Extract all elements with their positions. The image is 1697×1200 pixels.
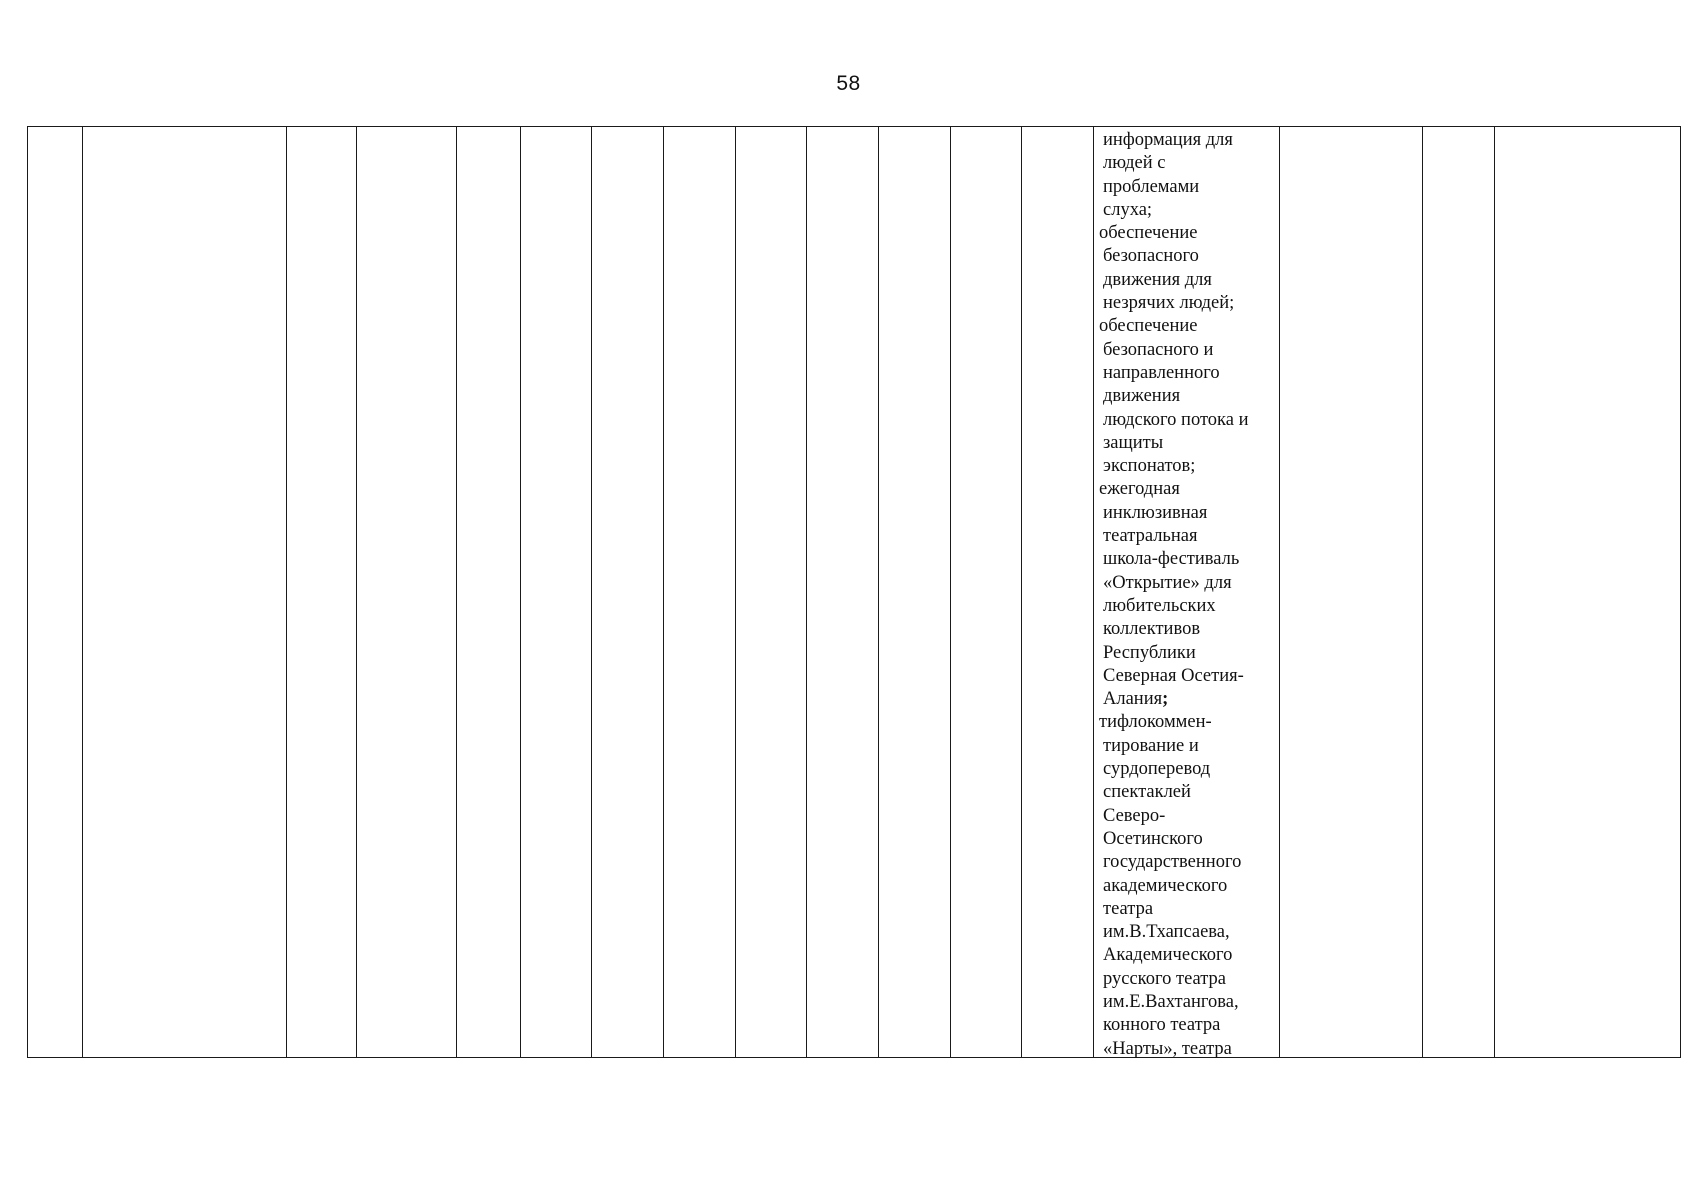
cell-line: им.Е.Вахтангова, (1103, 991, 1239, 1012)
cell-line: обеспечение (1099, 316, 1198, 337)
cell-line: экспонатов; (1103, 456, 1196, 477)
cell-line: сурдоперевод (1103, 759, 1211, 780)
cell-line: людского потока и (1103, 409, 1249, 430)
cell-line: обеспечение (1099, 223, 1198, 244)
cell-line: Республики (1103, 642, 1196, 663)
column-divider (1093, 126, 1094, 1058)
cell-line (1098, 688, 1278, 711)
cell-line: школа-фестиваль (1103, 549, 1240, 570)
column-divider (663, 126, 664, 1058)
column-divider (286, 126, 287, 1058)
cell-line: тирование и (1103, 735, 1199, 756)
column-divider (82, 126, 83, 1058)
column-divider (806, 126, 807, 1058)
cell-line: Академического (1103, 945, 1233, 966)
cell-line: инклюзивная (1103, 502, 1208, 523)
table-cell-measures-text (1098, 129, 1278, 1061)
column-divider (591, 126, 592, 1058)
cell-line: Северная Осетия- (1103, 665, 1244, 686)
page-number: 58 (836, 72, 861, 95)
cell-line: информация для (1103, 130, 1233, 150)
column-divider (1021, 126, 1022, 1058)
cell-line: «Нарты», театра (1103, 1038, 1232, 1059)
column-divider (878, 126, 879, 1058)
cell-line: защиты (1103, 432, 1164, 453)
bold-semicolon: ; (1162, 689, 1169, 710)
cell-line: людей с (1103, 153, 1166, 174)
cell-line: Осетинского (1103, 828, 1203, 849)
cell-line: движения для (1103, 269, 1212, 290)
cell-line: конного театра (1103, 1015, 1221, 1036)
column-divider (950, 126, 951, 1058)
cell-line: безопасного (1103, 246, 1199, 267)
cell-line: ежегодная (1099, 479, 1180, 500)
column-divider (735, 126, 736, 1058)
cell-line: направленного (1103, 362, 1220, 383)
cell-line: «Открытие» для (1103, 572, 1232, 593)
cell-line: театра (1103, 898, 1154, 919)
column-divider (1494, 126, 1495, 1058)
cell-line: академического (1103, 875, 1228, 896)
column-divider (1279, 126, 1280, 1058)
column-divider (356, 126, 357, 1058)
cell-line: любительских (1103, 595, 1216, 616)
cell-line: безопасного и (1103, 339, 1214, 360)
column-divider (520, 126, 521, 1058)
cell-line: Северо- (1103, 805, 1166, 826)
cell-line: театральная (1103, 526, 1198, 547)
cell-line: спектаклей (1103, 782, 1191, 803)
cell-line: тифлокоммен- (1099, 712, 1212, 733)
cell-line: государственного (1103, 852, 1242, 873)
column-divider (456, 126, 457, 1058)
cell-line: коллективов (1103, 619, 1201, 640)
cell-line: движения (1103, 386, 1181, 407)
cell-line: незрячих людей; (1103, 293, 1235, 314)
table (27, 126, 1681, 1058)
cell-line-text: Алания (1103, 689, 1163, 710)
cell-line: проблемами (1103, 176, 1200, 197)
column-divider (1422, 126, 1423, 1058)
cell-line: им.В.Тхапсаева, (1103, 922, 1230, 943)
cell-line: русского театра (1103, 968, 1227, 989)
cell-line: слуха; (1103, 199, 1153, 220)
